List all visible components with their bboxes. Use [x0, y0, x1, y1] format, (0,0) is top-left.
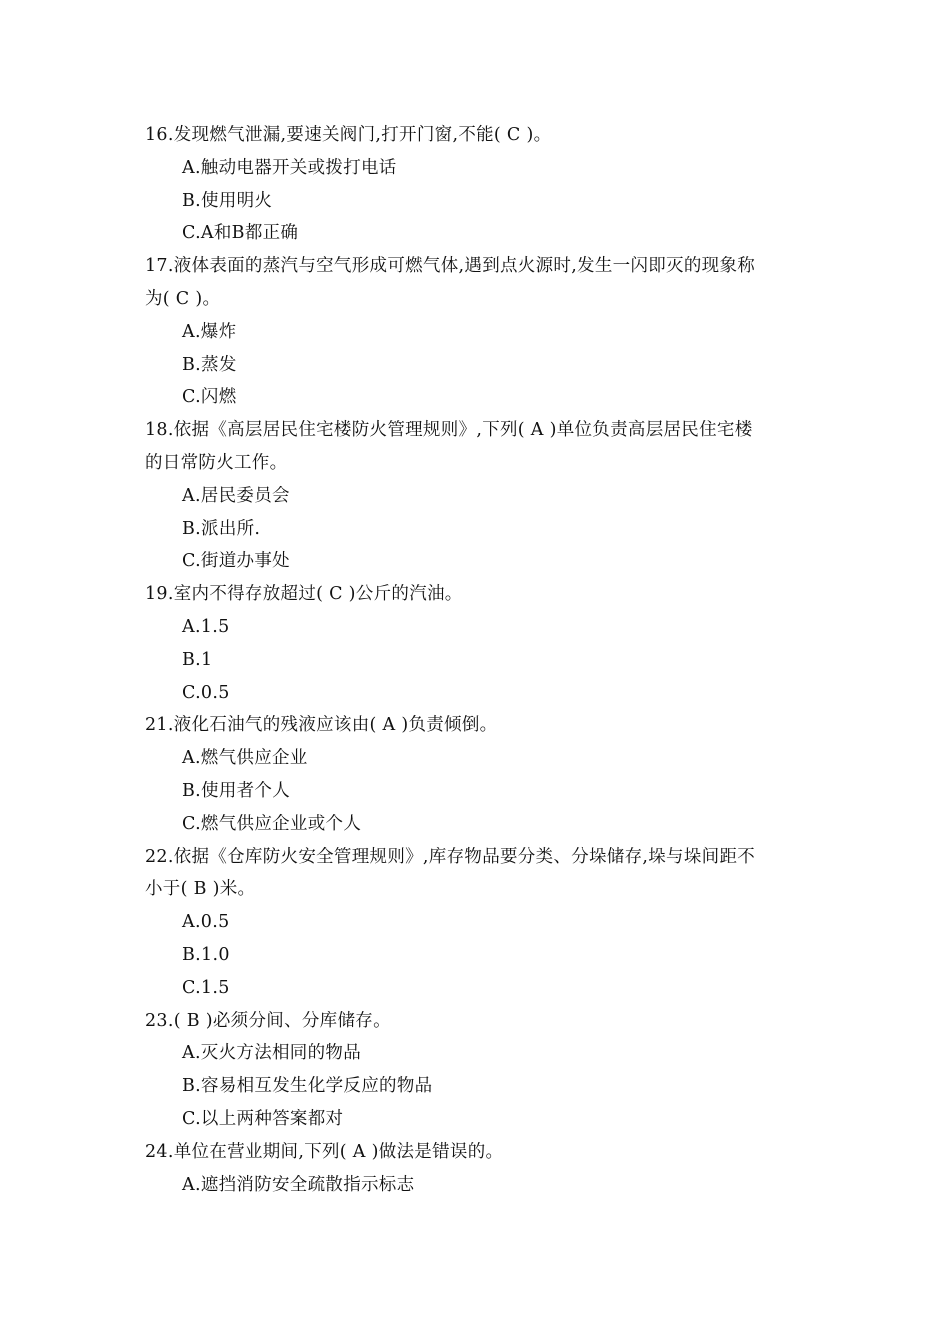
question-22-text-line-1: 22.依据《仓库防火安全管理规则》,库存物品要分类、分垛储存,垛与垛间距不: [145, 846, 756, 867]
question-24-text: 24.单位在营业期间,下列( A )做法是错误的。: [145, 1141, 504, 1162]
question-21-option-b: B.使用者个人: [182, 780, 291, 801]
question-21-text: 21.液化石油气的残液应该由( A )负责倾倒。: [145, 715, 498, 736]
question-19-option-a: A.1.5: [182, 616, 230, 637]
question-22-text-line-2: 小于( B )米。: [145, 879, 256, 900]
question-23-text: 23.( B )必须分间、分库储存。: [145, 1010, 391, 1031]
question-17-option-b: B.蒸发: [182, 354, 237, 375]
question-18-option-a: A.居民委员会: [182, 485, 290, 506]
question-22-option-b: B.1.0: [182, 944, 230, 965]
question-16-option-a: A.触动电器开关或拨打电话: [182, 157, 397, 178]
question-17-option-c: C.闪燃: [182, 387, 237, 408]
question-18-text-line-2: 的日常防火工作。: [145, 452, 288, 473]
question-19-option-b: B.1: [182, 649, 213, 670]
question-21-option-a: A.燃气供应企业: [182, 748, 308, 769]
question-23-option-a: A.灭火方法相同的物品: [182, 1043, 361, 1064]
question-17-text-line-1: 17.液体表面的蒸汽与空气形成可燃气体,遇到点火源时,发生一闪即灭的现象称: [145, 256, 756, 277]
question-23-option-b: B.容易相互发生化学反应的物品: [182, 1076, 433, 1097]
question-22-option-c: C.1.5: [182, 977, 230, 998]
question-19-option-c: C.0.5: [182, 682, 230, 703]
question-17-option-a: A.爆炸: [182, 321, 237, 342]
question-18-option-c: C.街道办事处: [182, 551, 290, 572]
question-18-option-b: B.派出所.: [182, 518, 261, 539]
question-23-option-c: C.以上两种答案都对: [182, 1108, 344, 1129]
question-16-option-c: C.A和B都正确: [182, 223, 299, 244]
question-list: [145, 119, 815, 1201]
question-24-option-a: A.遮挡消防安全疏散指示标志: [182, 1174, 415, 1195]
question-19-text: 19.室内不得存放超过( C )公斤的汽油。: [145, 584, 463, 605]
question-21-option-c: C.燃气供应企业或个人: [182, 813, 362, 834]
question-22-option-a: A.0.5: [182, 912, 230, 933]
question-16-option-b: B.使用明火: [182, 190, 273, 211]
question-17-text-line-2: 为( C )。: [145, 288, 221, 309]
question-16-text: 16.发现燃气泄漏,要速关阀门,打开门窗,不能( C )。: [145, 125, 552, 145]
question-18-text-line-1: 18.依据《高层居民住宅楼防火管理规则》,下列( A )单位负责高层居民住宅楼: [145, 420, 753, 441]
